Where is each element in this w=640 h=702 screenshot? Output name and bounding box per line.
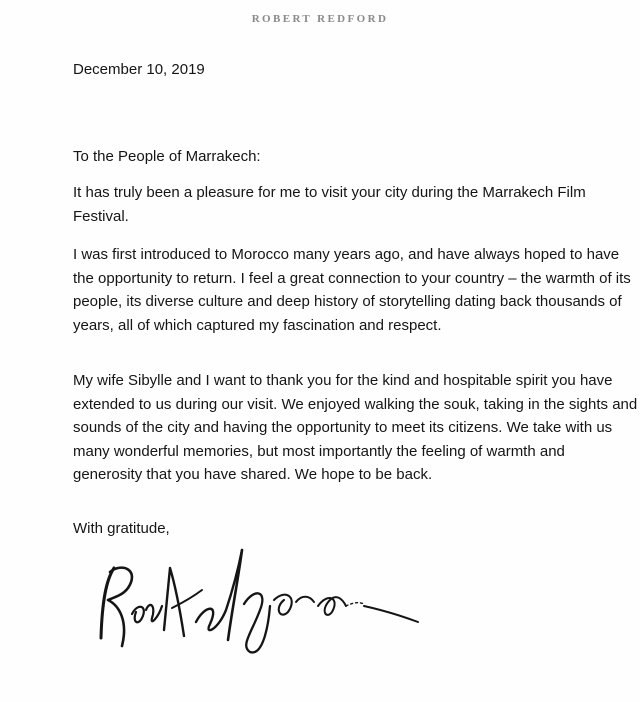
- closing: With gratitude,: [73, 520, 170, 537]
- handwritten-signature-icon: [92, 540, 422, 660]
- letter-date: December 10, 2019: [73, 61, 205, 78]
- letterhead: ROBERT REDFORD: [251, 13, 389, 25]
- paragraph-2: I was first introduced to Morocco many years ago, and have always hoped to have the opportunity to return. I feel a great connection to your country – the warmth of its people, its diverse culture and deep history of storytelling dating back thousands of years, all of which captured my fascination and respect.: [73, 246, 631, 334]
- salutation: To the People of Marrakech:: [73, 148, 261, 165]
- paragraph-1: It has truly been a pleasure for me to visit your city during the Marrakech Film Festival.: [73, 184, 586, 225]
- paragraph-3: My wife Sibylle and I want to thank you for the kind and hospitable spirit you have extended to us during our visit. We enjoyed walking the souk, taking in the sights and sounds of the city and having the opportunity to meet its citizens. We take with us many wonderful memories, but most importantly the feeling of warmth and generosity that you have shared. We hope to be back.: [73, 372, 638, 483]
